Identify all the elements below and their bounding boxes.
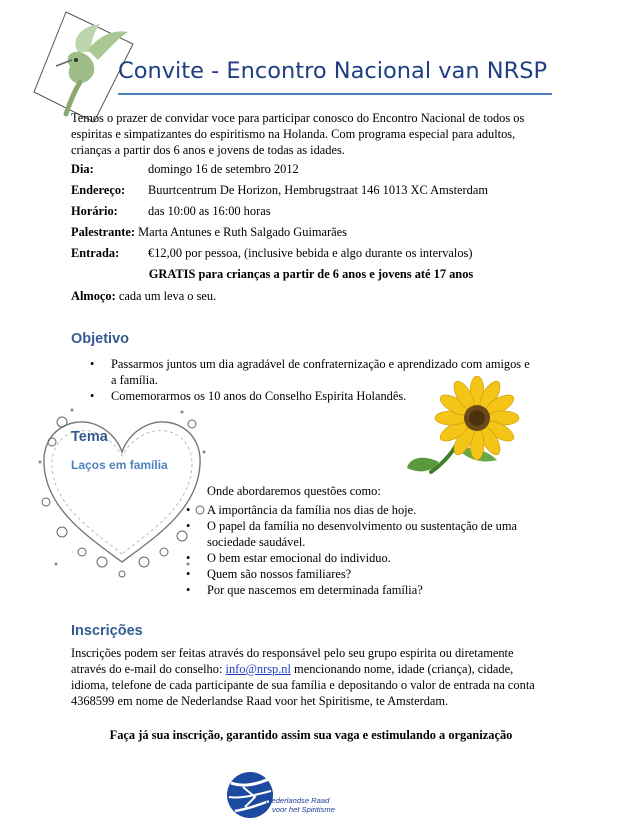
tema-heading: Tema (71, 429, 108, 445)
detail-label-endereco: Endereço: (71, 183, 126, 197)
closing-call-to-action: Faça já sua inscrição, garantido assim sua vaga e estimulando a organização (109, 728, 513, 742)
list-item: • Passarmos juntos um dia agradável de confraternização e aprendizado com amigos e a família. (90, 356, 535, 388)
almoco-label: Almoço: (71, 289, 116, 303)
tema-subheading: Laços em família (71, 458, 168, 472)
intro-paragraph: Temos o prazer de convidar voce para participar conosco do Encontro Nacional de todos os espiritas e simpatizantes do espiritismo na Holanda. Com programa especial para adultos, crianças a partir dos 6 anos e jovens de todas as idades. (71, 111, 525, 157)
detail-value-entrada: €12,00 por pessoa, (inclusive bebida e algo durante os intervalos) (148, 246, 473, 260)
list-item: • O papel da família no desenvolvimento ou sustentação de uma sociedade saudável. (186, 518, 556, 550)
detail-value-horario: das 10:00 as 16:00 horas (148, 204, 271, 218)
email-link[interactable]: info@nrsp.nl (225, 662, 291, 676)
detail-value-dia: domingo 16 de setembro 2012 (148, 162, 299, 176)
list-item: • Comemorarmos os 10 anos do Conselho Espirita Holandês. (90, 388, 535, 404)
detail-value-palestrante: Marta Antunes e Ruth Salgado Guimarães (138, 225, 347, 239)
inscricoes-heading: Inscrições (71, 623, 143, 639)
inscricoes-text-before: Inscrições podem ser feitas através do responsável pelo seu grupo espirita ou diretamente através do e-mail do conselho: (71, 646, 514, 676)
detail-label-horario: Horário: (71, 204, 118, 218)
detail-label-dia: Dia: (71, 162, 94, 176)
almoco-row (71, 289, 216, 304)
detail-value-endereco: Buurtcentrum De Horizon, Hembrugstraat 146 1013 XC Amsterdam (148, 183, 488, 197)
list-item: • O bem estar emocional do individuo. (186, 550, 556, 566)
logo-line-2: voor het Spiritisme (272, 805, 335, 814)
detail-label-palestrante: Palestrante: (71, 225, 135, 239)
almoco-value: cada um leva o seu. (118, 289, 217, 303)
heart-frame-icon (32, 402, 212, 580)
gratis-note: GRATIS para crianças a partir de 6 anos e jovens até 17 anos (148, 267, 474, 281)
list-item: • Quem são nossos familiares? (186, 566, 556, 582)
logo-text (266, 796, 335, 814)
tema-intro: Onde abordaremos questões como: (207, 484, 381, 498)
detail-row-palestrante (71, 225, 347, 240)
title-divider (118, 93, 552, 95)
list-item: • Por que nascemos em determinada família? (186, 582, 556, 598)
objetivo-heading: Objetivo (71, 331, 130, 347)
page-title: Convite - Encontro Nacional van NRSP (118, 58, 548, 84)
tema-list (186, 502, 556, 598)
detail-label-entrada: Entrada: (71, 246, 120, 260)
sunflower-icon (405, 376, 530, 481)
inscricoes-text-after: mencionando nome, idade (criança), cidade, idioma, telefone de cada participante de sua família e depositando o valor de entrada na conta 4368599 em nome de Nederlandse Raad voor het Spiritisme, te Amsterdam. (71, 662, 535, 708)
list-item: • A importância da família nos dias de hoje. (186, 502, 556, 518)
inscricoes-paragraph (71, 645, 549, 709)
logo-line-1: Nederlandse Raad (266, 796, 330, 805)
